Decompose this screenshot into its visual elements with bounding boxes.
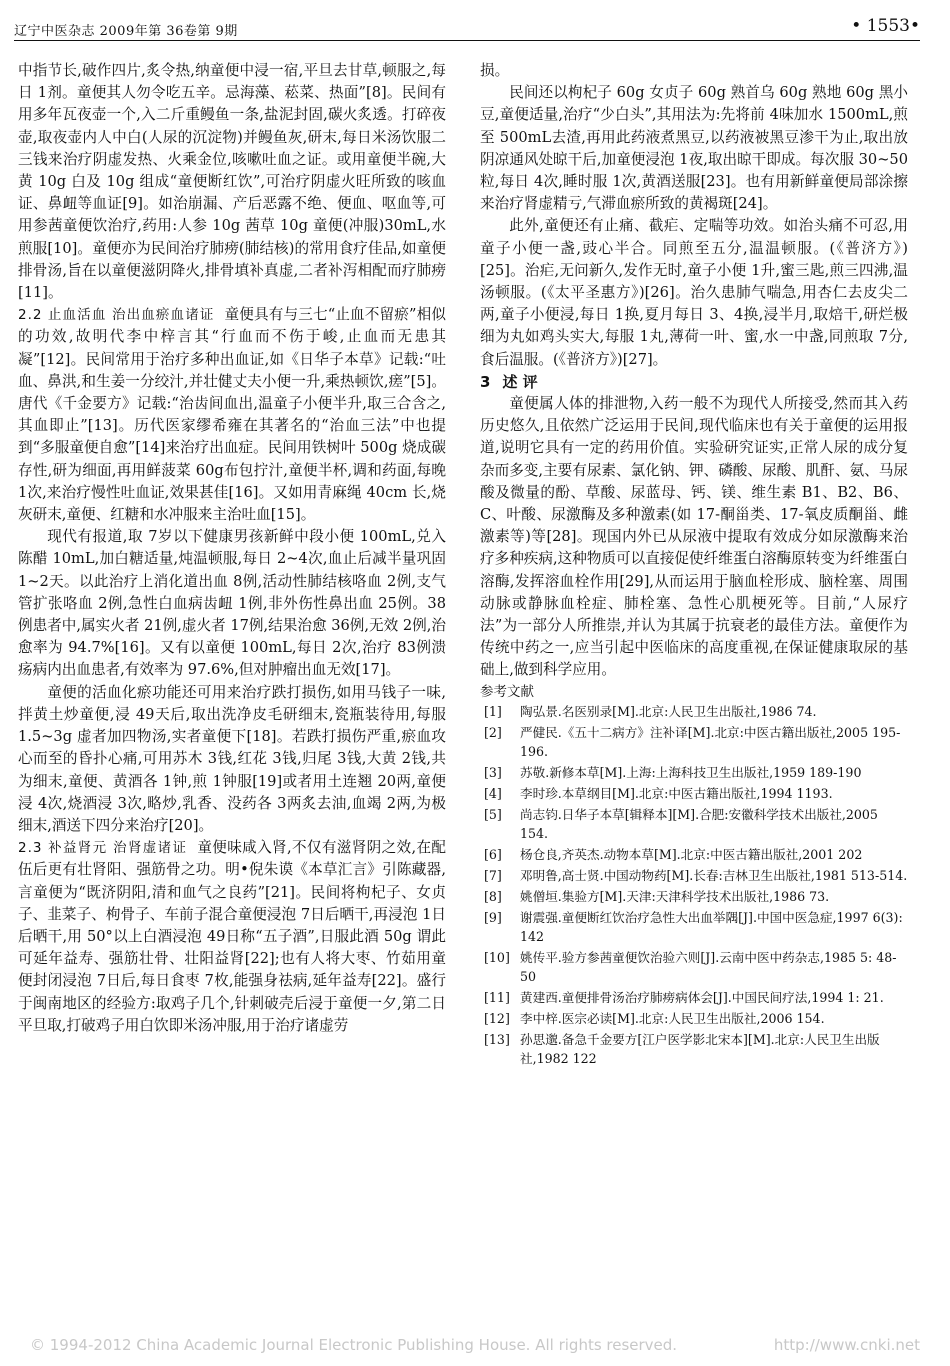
reference-item <box>480 805 908 843</box>
reference-text: 陶弘景.名医别录[M].北京:人民卫生出版社,1986 74. <box>520 703 817 719</box>
section-3-heading <box>480 371 908 393</box>
reference-text: 尚志钧.日华子本草[辑释本][M].合肥:安徽科学技术出版社,2005 154. <box>520 806 878 841</box>
references-title: 参考文献 <box>480 683 534 700</box>
reference-item <box>480 1030 908 1068</box>
section-title: 述 评 <box>502 372 538 391</box>
reference-text: 黄建西.童便排骨汤治疗肺痨病体会[J].中国民间疗法,1994 1: 21. <box>520 989 884 1005</box>
section-heading: 2.3 补益肾元 治肾虚诸证 <box>18 840 188 857</box>
reference-item <box>480 763 908 782</box>
reference-number: [5] <box>484 806 502 822</box>
section-heading: 2.2 止血活血 治出血瘀血诸证 <box>18 307 215 324</box>
reference-item <box>480 723 908 761</box>
reference-item <box>480 948 908 986</box>
reference-number: [1] <box>484 703 502 719</box>
paragraph: 现代有报道,取 7岁以下健康男孩新鲜中段小便 100mL,兑入陈醋 10mL,加白糖适量,炖温顿服,每日 2~4次,血止后减半量巩固 1~2天。以此治疗上消化道出血 8例,活动性肺结核咯血 2例,支气管扩张咯血 2例,急性白血病齿衄 1例,非外伤性鼻出血 25例。38例患者中,属实火者 21例,虚火者 17例,结果治愈 36例,无效 2例,治愈率为 94.7%[16]。又有以童便 100mL,每日 2次,治疗 83例溃疡病内出血患者,有效率为 97.6%,但对肿瘤出血无效[17]。 <box>18 528 446 679</box>
section-number: 3 <box>480 372 491 391</box>
reference-text: 杨仓良,齐英杰.动物本草[M].北京:中医古籍出版社,2001 202 <box>520 846 863 862</box>
right-column <box>480 60 908 1070</box>
section-2-3 <box>18 837 446 1037</box>
reference-number: [3] <box>484 764 502 780</box>
paragraph: 中指节长,破作四片,炙令热,纳童便中浸一宿,平旦去甘草,顿服之,每日 1剂。童便其人勿令吃五辛。忌海藻、菘菜、热面”[8]。民间有用多年瓦夜壶一个,入二斤重鳗鱼一条,盐泥封固,碳火炙透。打碎夜壶,取夜壶内人中白(人尿的沉淀物)并鳗鱼灰,研末,每日米汤饮服二三钱来治疗阴虚发热、火乘金位,咳嗽吐血之证。或用童便半碗,大黄 10g 白及 10g 组成“童便断红饮”,可治疗阴虚火旺所致的咳血证、鼻衄等血证[9]。如治崩漏、产后恶露不绝、便血、呕血等,可用参茜童便饮治疗,药用:人参 10g 茜草 10g 童便(冲服)30mL,水煎服[10]。童便亦为民间治疗肺痨(肺结核)的常用食疗佳品,如童便排骨汤,旨在以童便滋阴降火,排骨填补真虚,二者补泻相配而疗肺痨[11]。 <box>18 62 446 302</box>
reference-text: 严健民.《五十二病方》注补译[M].北京:中医古籍出版社,2005 195-196. <box>520 724 901 759</box>
reference-text: 李中梓.医宗必读[M].北京:人民卫生出版社,2006 154. <box>520 1010 825 1026</box>
paragraph: 民间还以枸杞子 60g 女贞子 60g 熟首乌 60g 熟地 60g 黑小豆,童便适量,治疗“少白头”,其用法为:先将前 4味加水 1500mL,煎至 500mL去渣,再用此药液煮黑豆,以药液被黑豆渗干为止,取出放阴凉通风处晾干后,加童便浸泡 1夜,取出晾干即成。每次服 30~50粒,每日 4次,睡时服 1次,黄酒送服[23]。也有用新鲜童便局部涂擦来治疗肾虚精亏,气滞血瘀所致的黄褐斑[24]。 <box>480 84 908 213</box>
paragraph: 童便属人体的排泄物,入药一般不为现代人所接受,然而其入药历史悠久,且依然广泛运用于民间,现代临床也有关于童便的运用报道,说明它具有一定的药用价值。实验研究证实,正常人尿的成分复杂而多变,主要有尿素、氯化钠、钾、磷酸、尿酸、肌酐、氨、马尿酸及微量的酚、草酸、尿蓝母、钙、镁、维生素 B1、B2、B6、C、叶酸、尿激酶及多种激素(如 17-酮甾类、17-氧皮质酮甾、雌激素等)等[28]。现国内外已从尿液中提取有效成分如尿激酶来治疗多种疾病,这种物质可以直接促使纤维蛋白溶酶原转变为纤维蛋白溶酶,发挥溶血栓作用[29],从而运用于脑血栓形成、脑栓塞、周围动脉或静脉血栓症、肺栓塞、急性心肌梗死等。目前,“人尿疗法”为一部分人所推崇,并认为其属于抗衰老的最佳方法。童便作为传统中药之一,应当引起中医临床的高度重视,在保证健康取尿的基础上,做到科学应用。 <box>480 395 908 679</box>
paragraph: 损。 <box>480 62 510 79</box>
reference-text: 孙思邈.备急千金要方[江户医学影北宋本][M].北京:人民卫生出版社,1982 122 <box>520 1031 880 1066</box>
reference-item <box>480 702 908 721</box>
page-footer <box>30 1336 920 1358</box>
header-rule <box>14 40 920 41</box>
reference-list <box>480 702 908 1068</box>
section-text: 童便味咸入肾,不仅有滋肾阴之效,在配伍后更有壮肾阳、强筋骨之功。明•倪朱谟《本草汇言》引陈藏器,言童便为“既济阴阳,清和血气之良药”[21]。民间将枸杞子、女贞子、韭菜子、枸骨子、车前子混合童便浸泡 7日后晒干,再浸泡 1日后晒干,用 50°以上白酒浸泡 49日称“五子酒”,日服此酒 50g 谓此可延年益寿、强筋壮骨、壮阳益肾[22];也有人将大枣、竹茹用童便封闭浸泡 7日后,每日食枣 7枚,能强身祛病,延年益寿[22]。盛行于闽南地区的经验方:取鸡子几个,针刺破壳后浸于童便一夕,第二日平旦取,打破鸡子用白饮即米汤冲服,用于治疗诸虚劳 <box>18 839 447 1034</box>
reference-text: 李时珍.本草纲目[M].北京:中医古籍出版社,1994 1193. <box>520 785 833 801</box>
reference-item <box>480 1009 908 1028</box>
page-number: • 1553• <box>851 16 920 36</box>
reference-item <box>480 908 908 946</box>
reference-number: [10] <box>484 949 510 965</box>
publisher-url: http://www.cnki.net <box>773 1336 920 1354</box>
reference-text: 邓明鲁,高士贤.中国动物药[M].长春:吉林卫生出版社,1981 513-514. <box>520 867 908 883</box>
copyright-notice: © 1994-2012 China Academic Journal Electronic Publishing House. All rights reserved. <box>30 1336 678 1354</box>
reference-text: 姚僧垣.集验方[M].天津:天津科学技术出版社,1986 73. <box>520 888 830 904</box>
section-text: 童便具有与三七“止血不留瘀”相似的功效,故明代李中梓言其“行血而不伤于峻,止血而无患其凝”[12]。民间常用于治疗多种出血证,如《日华子本草》记载:“吐血、鼻洪,和生姜一分绞汁,并壮健丈夫小便一升,乘热顿饮,瘥”[5]。唐代《千金要方》记载:“治齿间血出,温童子小便半升,取三合含之,其血即止”[13]。历代医家缪希雍在其著名的“治血三法”中也提到“多服童便自愈”[14]来治疗出血症。民间用铁树叶 500g 烧成碳存性,研为细面,再用鲜菠菜 60g布包拧汁,童便半杯,调和药面,每晚 1次,来治疗慢性吐血证,效果甚佳[16]。又如用青麻绳 40cm 长,烧灰研末,童便、红糖和水冲服来主治吐血[15]。 <box>18 306 446 524</box>
reference-number: [13] <box>484 1031 510 1047</box>
reference-item <box>480 845 908 864</box>
page-header <box>14 14 920 42</box>
reference-item <box>480 887 908 906</box>
reference-number: [8] <box>484 888 502 904</box>
reference-number: [12] <box>484 1010 510 1026</box>
reference-item <box>480 866 908 885</box>
journal-issue: 辽宁中医杂志 2009年第 36卷第 9期 <box>14 24 238 39</box>
reference-text: 姚传平.验方参茜童便饮治验六则[J].云南中医中药杂志,1985 5: 48-50 <box>520 949 897 984</box>
reference-item <box>480 988 908 1007</box>
reference-number: [9] <box>484 909 502 925</box>
paragraph: 此外,童便还有止痛、截疟、定喘等功效。如治头痛不可忍,用童子小便一盏,豉心半合。同煎至五分,温温顿服。(《普济方》)[25]。治疟,无问新久,发作无时,童子小便 1升,蜜三匙,煎三四沸,温汤顿服。(《太平圣惠方》)[26]。治久患肺气喘急,用杏仁去皮尖二两,童子小便浸,每日 1换,夏月每日 3、4换,浸半月,取焙干,研烂极细为丸如鸡头实大,每服 1丸,薄荷一叶、蜜,水一中盏,同煎取 7分,食后温服。(《普济方》)[27]。 <box>480 217 908 368</box>
reference-number: [11] <box>484 989 510 1005</box>
reference-number: [6] <box>484 846 502 862</box>
paragraph: 童便的活血化瘀功能还可用来治疗跌打损伤,如用马钱子一味,拌黄土炒童便,浸 49天后,取出洗净皮毛研细末,瓷瓶装待用,每服 1.5~3g 虚者加四物汤,实者童便下[18]。若跌打损伤严重,瘀血攻心而至的昏扑心痛,可用苏木 3钱,红花 3钱,归尾 3钱,大黄 2钱,共为细末,童便、黄酒各 1钟,煎 1钟服[19]或者用土连翘 20两,童便浸 4次,烧酒浸 3次,略炒,乳香、没药各 3两炙去油,血竭 2两,为极细末,酒送下四分来治疗[20]。 <box>18 683 446 834</box>
reference-text: 苏敬.新修本草[M].上海:上海科技卫生出版社,1959 189-190 <box>520 764 862 780</box>
reference-number: [2] <box>484 724 502 740</box>
left-column <box>18 60 446 1037</box>
reference-number: [4] <box>484 785 502 801</box>
section-2-2 <box>18 304 446 526</box>
reference-text: 谢震强.童便断红饮治疗急性大出血举隅[J].中国中医急症,1997 6(3): 142 <box>520 909 903 944</box>
reference-item <box>480 784 908 803</box>
reference-number: [7] <box>484 867 502 883</box>
